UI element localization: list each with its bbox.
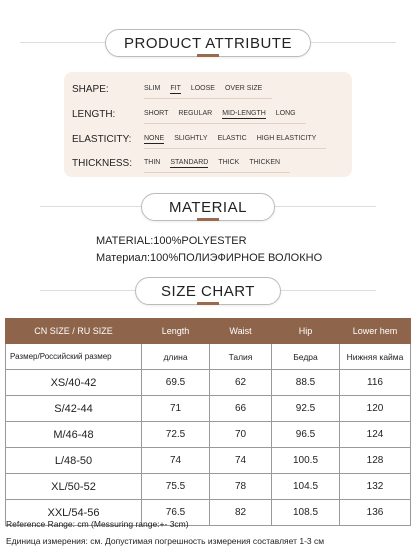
attribute-option: OVER SIZE [224, 85, 263, 92]
size-chart-header [0, 277, 416, 303]
attribute-label: ELASTICITY: [72, 133, 132, 145]
table-row [6, 474, 411, 500]
attribute-option-selected: FIT [170, 84, 181, 92]
attribute-option: ELASTIC [217, 135, 247, 142]
table-header-row [6, 319, 411, 344]
measure-cell: 76.5 [142, 500, 210, 526]
reference-note-ru: Единица измерения: см. Допустимая погрешность измерения составляет 1-3 см [6, 536, 325, 546]
table-row [6, 448, 411, 474]
header-pill [141, 193, 275, 221]
attribute-option-selected: STANDARD [170, 158, 209, 166]
column-header: Lower hem [340, 319, 411, 344]
measure-cell: 96.5 [272, 422, 340, 448]
subheader-cell: длина [142, 344, 210, 370]
size-cell: L/48-50 [6, 448, 142, 474]
attribute-option: REGULAR [178, 110, 213, 117]
material-en: MATERIAL:100%POLYESTER [96, 235, 247, 247]
attribute-option: LONG [275, 110, 296, 117]
column-header: Length [142, 319, 210, 344]
measure-cell: 70 [210, 422, 272, 448]
attribute-option: THIN [144, 159, 161, 166]
measure-cell: 62 [210, 370, 272, 396]
measure-cell: 82 [210, 500, 272, 526]
attribute-label: THICKNESS: [72, 157, 133, 169]
size-cell: XS/40-42 [6, 370, 142, 396]
attribute-option-selected: NONE [144, 134, 165, 142]
header-pill [135, 277, 281, 305]
table-body [6, 344, 411, 526]
attribute-row [72, 156, 290, 170]
column-header: Hip [272, 319, 340, 344]
size-chart-table [5, 318, 411, 526]
subheader-cell: Талия [210, 344, 272, 370]
attribute-panel [64, 72, 352, 177]
table-subheader-row [6, 344, 411, 370]
column-header: Waist [210, 319, 272, 344]
header-title: PRODUCT ATTRIBUTE [124, 34, 292, 52]
attribute-row [72, 107, 306, 121]
measure-cell: 116 [340, 370, 411, 396]
size-cell: XXL/54-56 [6, 500, 142, 526]
header-line-left [40, 206, 150, 207]
subheader-cell: Нижняя кайма [340, 344, 411, 370]
attribute-label: SHAPE: [72, 83, 109, 95]
measure-cell: 120 [340, 396, 411, 422]
header-line-right [266, 290, 376, 291]
attribute-option: LOOSE [190, 85, 215, 92]
measure-cell: 132 [340, 474, 411, 500]
table-row [6, 396, 411, 422]
measure-cell: 100.5 [272, 448, 340, 474]
column-header: CN SIZE / RU SIZE [6, 319, 142, 344]
subheader-cell: Размер/Российский размер [6, 344, 142, 370]
attribute-option: HIGH ELASTICITY [256, 135, 317, 142]
attribute-option: THICKEN [249, 159, 281, 166]
attribute-row [72, 82, 272, 96]
material-header [0, 193, 416, 219]
measure-cell: 104.5 [272, 474, 340, 500]
reference-note-en: Reference Range: cm (Messuring range:+- 3cm) [6, 519, 189, 529]
measure-cell: 88.5 [272, 370, 340, 396]
measure-cell: 128 [340, 448, 411, 474]
header-title: MATERIAL [169, 198, 247, 216]
measure-cell: 75.5 [142, 474, 210, 500]
attribute-option: SHORT [144, 110, 169, 117]
attribute-divider [144, 148, 326, 149]
measure-cell: 69.5 [142, 370, 210, 396]
material-ru: Материал:100%ПОЛИЭФИРНОЕ ВОЛОКНО [96, 252, 323, 264]
measure-cell: 78 [210, 474, 272, 500]
measure-cell: 136 [340, 500, 411, 526]
attribute-divider [144, 172, 290, 173]
subheader-cell: Бедра [272, 344, 340, 370]
table-row [6, 422, 411, 448]
measure-cell: 71 [142, 396, 210, 422]
header-line-left [20, 42, 116, 43]
attribute-divider [144, 123, 306, 124]
header-title: SIZE CHART [161, 282, 255, 300]
size-cell: XL/50-52 [6, 474, 142, 500]
table-row [6, 370, 411, 396]
attribute-option: SLIM [144, 85, 161, 92]
measure-cell: 74 [142, 448, 210, 474]
measure-cell: 66 [210, 396, 272, 422]
attribute-label: LENGTH: [72, 108, 116, 120]
attribute-divider [144, 98, 272, 99]
measure-cell: 92.5 [272, 396, 340, 422]
measure-cell: 108.5 [272, 500, 340, 526]
attribute-option-selected: MID-LENGTH [222, 109, 266, 117]
header-line-left [40, 290, 150, 291]
attribute-option: SLIGHTLY [174, 135, 208, 142]
header-pill [105, 29, 311, 57]
size-cell: M/46-48 [6, 422, 142, 448]
measure-cell: 74 [210, 448, 272, 474]
size-cell: S/42-44 [6, 396, 142, 422]
header-line-right [266, 206, 376, 207]
attribute-row [72, 132, 326, 146]
product-attribute-header [0, 29, 416, 55]
measure-cell: 72.5 [142, 422, 210, 448]
measure-cell: 124 [340, 422, 411, 448]
attribute-option: THICK [218, 159, 240, 166]
header-line-right [300, 42, 396, 43]
